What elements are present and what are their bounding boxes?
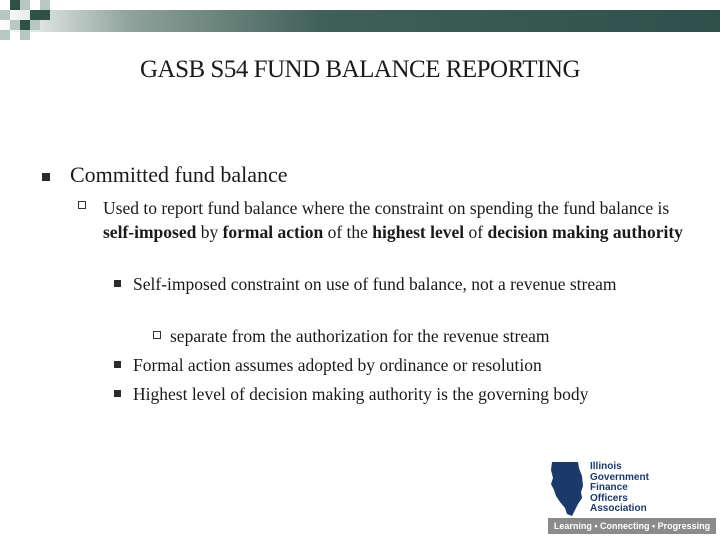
logo-wordmark: Illinois Government Finance Officers Association [590,461,649,514]
bullet-open-square-icon [153,331,161,339]
header-gradient-bar [0,10,720,32]
level3-item: Formal action assumes adopted by ordinance or resolution [133,355,542,375]
illinois-map-icon [548,460,588,518]
level3-item: Self-imposed constraint on use of fund balance, not a revenue stream [133,274,617,294]
level4-item: separate from the authorization for the revenue stream [170,326,550,346]
bullet-square-icon [114,361,121,368]
logo-tagline: Learning • Connecting • Progressing [548,518,716,534]
slide-title: GASB S54 FUND BALANCE REPORTING [140,56,580,83]
level2-text: Used to report fund balance where the constraint on spending the fund balance is self-imposed by formal action of the highest level of decision making authority [103,198,683,242]
level3-item: Highest level of decision making authority is the governing body [133,384,589,404]
bullet-square-icon [114,390,121,397]
bullet-open-square-icon [78,201,86,209]
bullet-square-icon [42,173,50,181]
gfoa-logo [548,458,716,536]
bullet-square-icon [114,280,121,287]
level1-text: Committed fund balance [70,162,288,187]
